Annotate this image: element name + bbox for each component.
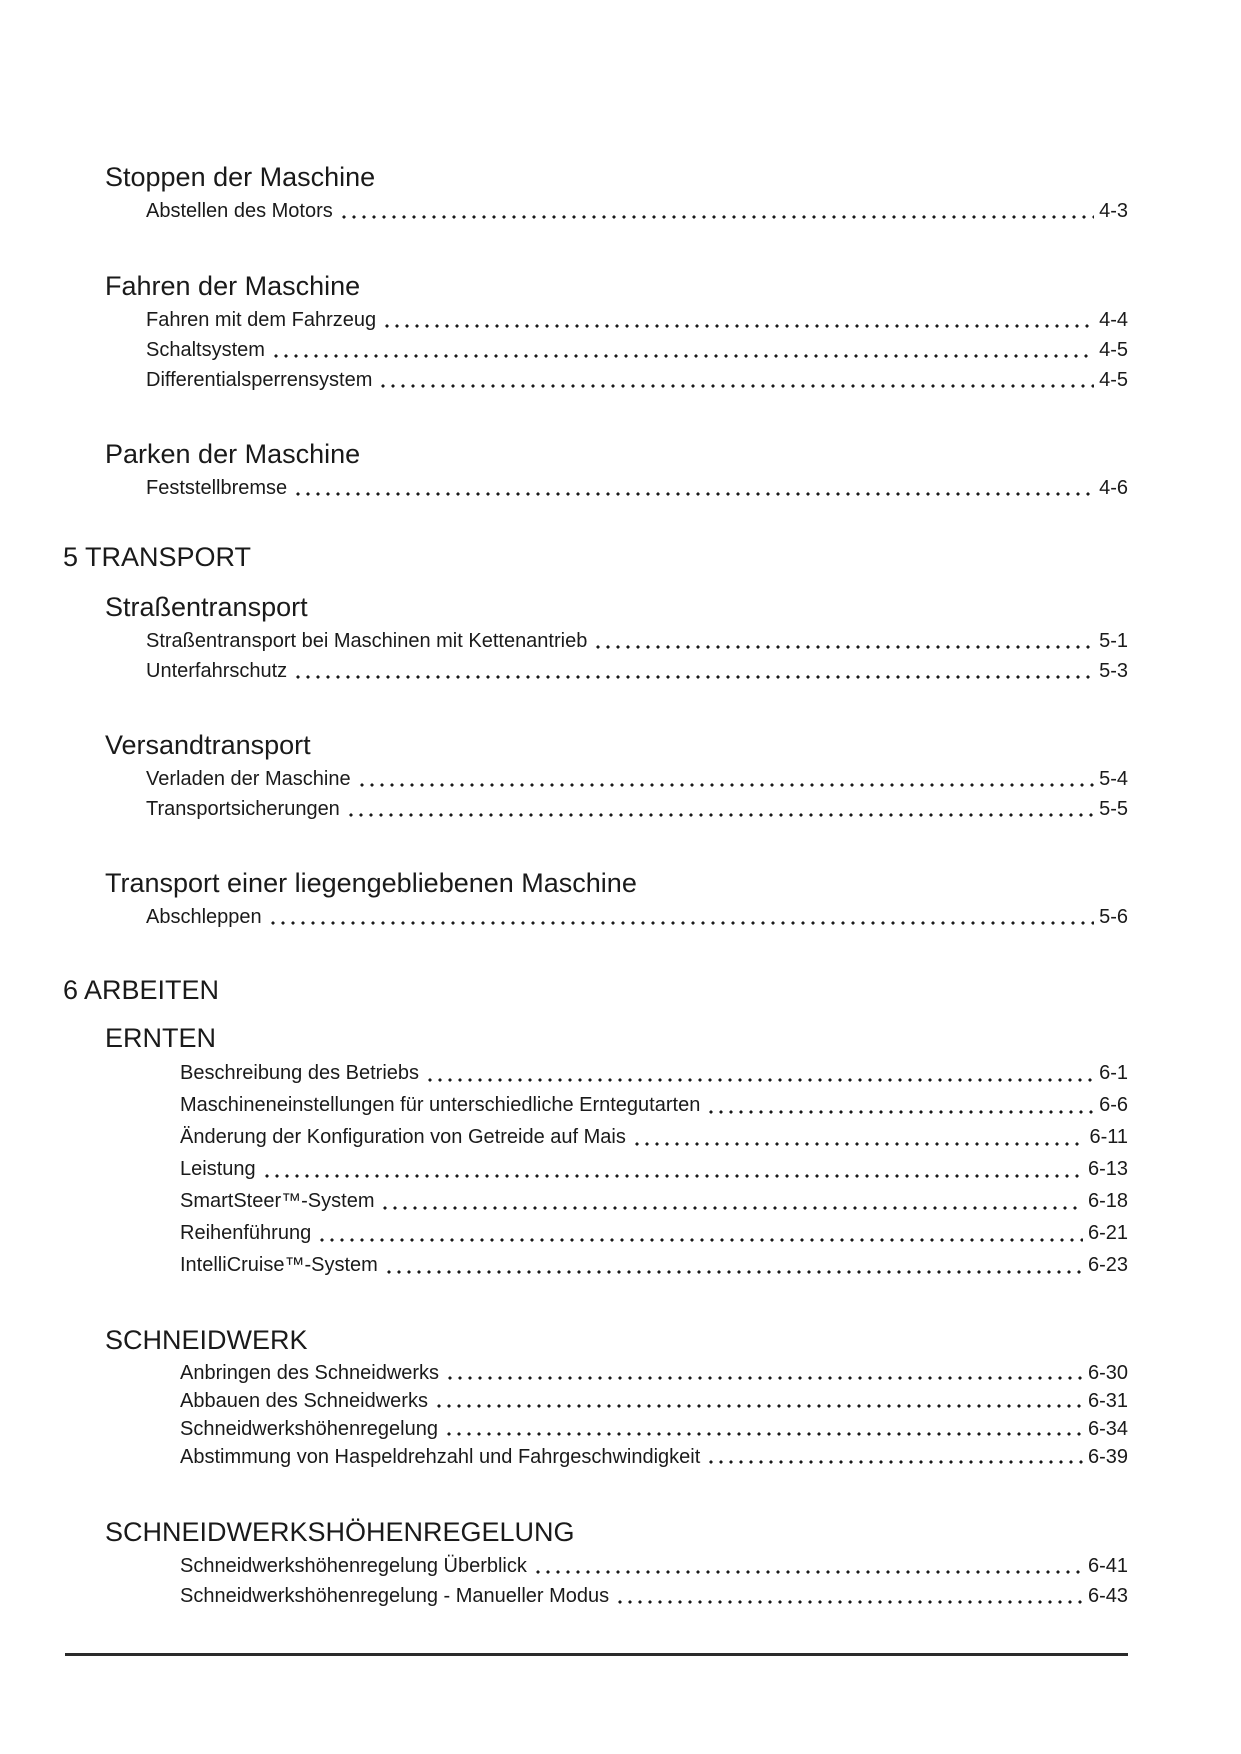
toc-block [0, 866, 1241, 932]
toc-entry-page: 6-34 [1087, 1418, 1128, 1440]
dot-leader [444, 1429, 1083, 1439]
toc-entry-page: 6-43 [1087, 1585, 1128, 1607]
dot-leader [357, 780, 1095, 790]
toc-block [0, 269, 1241, 395]
toc-entry-list [146, 626, 1128, 686]
dot-leader [632, 1139, 1085, 1149]
toc-entry-title: Anbringen des Schneidwerks [180, 1362, 440, 1384]
toc-entry-page: 5-6 [1099, 906, 1128, 928]
dot-leader [346, 810, 1094, 820]
toc-entry [180, 1551, 1128, 1581]
dot-leader [268, 918, 1094, 928]
toc-entry [180, 1185, 1128, 1217]
toc-entry-page: 4-5 [1099, 369, 1128, 391]
toc-entry [146, 365, 1128, 395]
section-heading: ERNTEN [105, 1023, 217, 1053]
toc-entry-page: 5-4 [1099, 768, 1128, 790]
toc-entry-title: Änderung der Konfiguration von Getreide auf Mais [180, 1126, 626, 1148]
toc-entry-page: 6-18 [1087, 1190, 1128, 1212]
dot-leader [706, 1107, 1094, 1117]
dot-leader [445, 1373, 1083, 1383]
toc-entry-list [146, 902, 1128, 932]
dot-leader [615, 1597, 1083, 1607]
toc-entry-page: 6-1 [1099, 1062, 1128, 1084]
toc-block [0, 160, 1241, 226]
toc-entry-list [146, 764, 1128, 824]
section-heading: SCHNEIDWERK [105, 1325, 308, 1355]
dot-leader [378, 381, 1094, 391]
toc-entry-list [146, 473, 1128, 503]
toc-entry [146, 335, 1128, 365]
toc-entry-title: SmartSteer™-System [180, 1190, 375, 1212]
toc-entry-page: 5-3 [1099, 660, 1128, 682]
toc-entry-title: Abstellen des Motors [146, 200, 333, 222]
dot-leader [271, 351, 1094, 361]
toc-entry [146, 196, 1128, 226]
toc-entry-title: Schneidwerkshöhenregelung Überblick [180, 1555, 527, 1577]
toc-entry-title: Unterfahrschutz [146, 660, 288, 682]
toc-entry-title: IntelliCruise™-System [180, 1254, 378, 1276]
dot-leader [293, 489, 1094, 499]
dot-leader [533, 1567, 1083, 1577]
toc-entry [180, 1415, 1128, 1443]
toc-entry [180, 1217, 1128, 1249]
dot-leader [262, 1171, 1083, 1181]
toc-block [0, 1515, 1241, 1611]
toc-entry-page: 6-13 [1087, 1158, 1128, 1180]
chapter-heading: 5 TRANSPORT [63, 542, 252, 572]
section-heading: Parken der Maschine [105, 439, 361, 469]
toc-entry [180, 1387, 1128, 1415]
toc-entry-title: Abstimmung von Haspeldrehzahl und Fahrgeschwindigkeit [180, 1446, 701, 1468]
toc-entry-page: 6-11 [1089, 1126, 1128, 1148]
dot-leader [593, 642, 1094, 652]
toc-block [0, 540, 1241, 574]
toc-entry-list [146, 196, 1128, 226]
toc-entry-page: 5-5 [1099, 798, 1128, 820]
toc-entry [180, 1089, 1128, 1121]
toc-entry [146, 473, 1128, 503]
toc-entry [180, 1359, 1128, 1387]
dot-leader [380, 1203, 1082, 1213]
footer-rule [65, 1653, 1128, 1656]
toc-entry-list [180, 1359, 1128, 1471]
toc-entry [180, 1153, 1128, 1185]
section-heading: SCHNEIDWERKSHÖHENREGELUNG [105, 1517, 575, 1547]
toc-block [0, 973, 1241, 1007]
toc-entry-title: Fahren mit dem Fahrzeug [146, 309, 377, 331]
toc-entry-list [180, 1057, 1128, 1281]
toc-entry-title: Feststellbremse [146, 477, 288, 499]
toc-entry [180, 1443, 1128, 1471]
toc-block [0, 1021, 1241, 1281]
toc-entry-title: Reihenführung [180, 1222, 312, 1244]
toc-entry-list [180, 1551, 1128, 1611]
toc-entry [146, 656, 1128, 686]
chapter-heading: 6 ARBEITEN [63, 975, 220, 1005]
section-heading: Stoppen der Maschine [105, 162, 376, 192]
toc-entry-page: 6-6 [1099, 1094, 1128, 1116]
toc-entry-title: Abbauen des Schneidwerks [180, 1390, 428, 1412]
toc-entry-page: 4-3 [1099, 200, 1128, 222]
dot-leader [339, 212, 1094, 222]
toc-entry-title: Abschleppen [146, 906, 262, 928]
toc-entry-page: 6-23 [1087, 1254, 1128, 1276]
toc-entry-title: Schneidwerkshöhenregelung [180, 1418, 438, 1440]
dot-leader [317, 1235, 1083, 1245]
toc-entry-page: 5-1 [1099, 630, 1128, 652]
toc-block [0, 728, 1241, 824]
toc-entry-title: Schneidwerkshöhenregelung - Manueller Modus [180, 1585, 610, 1607]
dot-leader [384, 1267, 1083, 1277]
toc-entry [180, 1057, 1128, 1089]
toc-entry [146, 794, 1128, 824]
toc-entry-page: 6-41 [1087, 1555, 1128, 1577]
toc-entry-title: Leistung [180, 1158, 256, 1180]
toc-block [0, 1323, 1241, 1471]
toc-entry-title: Straßentransport bei Maschinen mit Kettenantrieb [146, 630, 588, 652]
toc-entry-title: Transportsicherungen [146, 798, 340, 820]
section-heading: Straßentransport [105, 592, 308, 622]
dot-leader [382, 321, 1094, 331]
toc-entry-list [146, 305, 1128, 395]
toc-entry-title: Maschineneinstellungen für unterschiedliche Erntegutarten [180, 1094, 701, 1116]
section-heading: Fahren der Maschine [105, 271, 361, 301]
toc-entry [180, 1121, 1128, 1153]
toc-entry-title: Schaltsystem [146, 339, 265, 361]
toc-entry-page: 6-39 [1087, 1446, 1128, 1468]
toc-entry [146, 626, 1128, 656]
toc-entry-page: 4-6 [1099, 477, 1128, 499]
toc-entry-page: 6-21 [1087, 1222, 1128, 1244]
toc-block [0, 437, 1241, 503]
toc-entry-page: 4-4 [1099, 309, 1128, 331]
dot-leader [706, 1457, 1083, 1467]
dot-leader [434, 1401, 1083, 1411]
toc-block [0, 590, 1241, 686]
toc-entry [146, 764, 1128, 794]
toc-entry-title: Differentialsperrensystem [146, 369, 373, 391]
toc-entry-page: 6-30 [1087, 1362, 1128, 1384]
dot-leader [425, 1075, 1094, 1085]
dot-leader [293, 672, 1094, 682]
toc-entry [146, 902, 1128, 932]
toc-entry-title: Verladen der Maschine [146, 768, 351, 790]
toc-entry-title: Beschreibung des Betriebs [180, 1062, 420, 1084]
toc-entry [146, 305, 1128, 335]
toc-entry-page: 4-5 [1099, 339, 1128, 361]
section-heading: Transport einer liegengebliebenen Maschine [105, 868, 637, 898]
toc-entry [180, 1581, 1128, 1611]
toc-entry-page: 6-31 [1087, 1390, 1128, 1412]
section-heading: Versandtransport [105, 730, 311, 760]
toc-entry [180, 1249, 1128, 1281]
